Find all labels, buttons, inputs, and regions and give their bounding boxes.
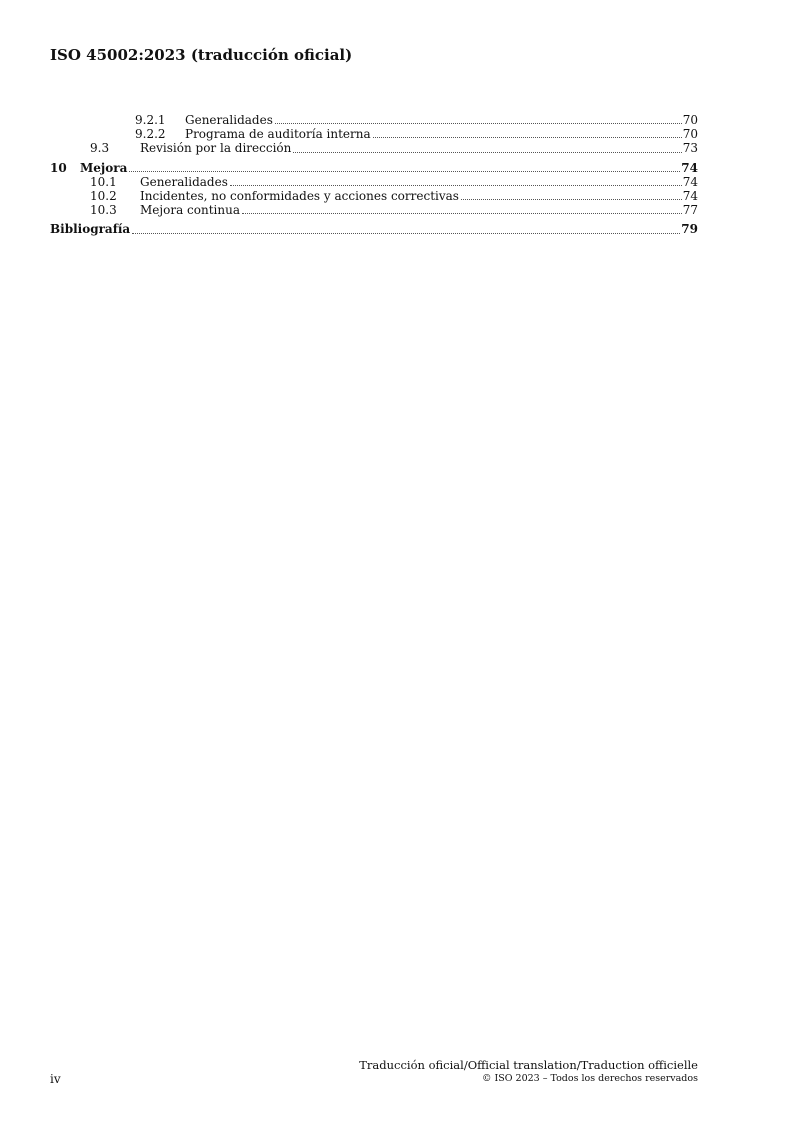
toc-dot-leader — [230, 185, 682, 186]
toc-entry-10-2[interactable] — [50, 189, 698, 203]
toc-entry-page: 74 — [682, 174, 698, 189]
toc-dot-leader — [242, 213, 682, 214]
toc-entry-number: 9.2.2 — [135, 127, 166, 142]
page-header-title: ISO 45002:2023 (traducción oficial) — [50, 46, 353, 64]
footer-page-number: iv — [50, 1072, 61, 1086]
toc-dot-leader — [275, 123, 682, 124]
toc-entry-10-3[interactable] — [50, 203, 698, 217]
toc-entry-page: 77 — [682, 203, 698, 218]
toc-entry-page: 70 — [682, 127, 698, 142]
toc-entry-title: Programa de auditoría interna — [185, 127, 371, 142]
toc-entry-page: 74 — [682, 188, 698, 203]
table-of-contents — [50, 113, 698, 237]
toc-dot-leader — [293, 152, 681, 153]
toc-dot-leader — [129, 171, 680, 172]
toc-entry-title: Mejora continua — [140, 203, 240, 218]
toc-dot-leader — [132, 233, 680, 234]
toc-entry-title: Generalidades — [140, 174, 228, 189]
toc-entry-title: Bibliografía — [50, 222, 131, 237]
toc-entry-title: Generalidades — [185, 113, 273, 127]
toc-entry-number: 10.1 — [90, 174, 117, 189]
toc-entry-10[interactable] — [50, 161, 698, 175]
toc-entry-number: 10.3 — [90, 203, 117, 218]
footer-translation-line: Traducción oficial/Official translation/Traduction officielle — [359, 1058, 698, 1072]
footer-notice — [359, 1058, 698, 1085]
toc-entry-title: Mejora — [80, 160, 128, 175]
toc-dot-leader — [373, 137, 682, 138]
toc-entry-9-2-1[interactable] — [50, 113, 698, 127]
toc-entry-number: 9.3 — [90, 141, 110, 156]
toc-entry-page: 73 — [682, 141, 698, 156]
toc-entry-bibliografia[interactable] — [50, 222, 698, 236]
toc-entry-number: 10 — [50, 160, 67, 175]
toc-entry-9-3[interactable] — [50, 141, 698, 155]
footer-copyright-line: © ISO 2023 – Todos los derechos reservados — [481, 1073, 698, 1084]
toc-entry-page: 79 — [681, 222, 698, 237]
toc-entry-number: 9.2.1 — [135, 113, 166, 127]
toc-dot-leader — [461, 199, 682, 200]
toc-entry-page: 74 — [681, 160, 698, 175]
toc-entry-title: Revisión por la dirección — [140, 141, 292, 156]
toc-entry-9-2-2[interactable] — [50, 127, 698, 141]
toc-entry-page: 70 — [682, 113, 698, 127]
toc-entry-title: Incidentes, no conformidades y acciones correctivas — [140, 188, 459, 203]
toc-entry-10-1[interactable] — [50, 175, 698, 189]
toc-entry-number: 10.2 — [90, 188, 117, 203]
